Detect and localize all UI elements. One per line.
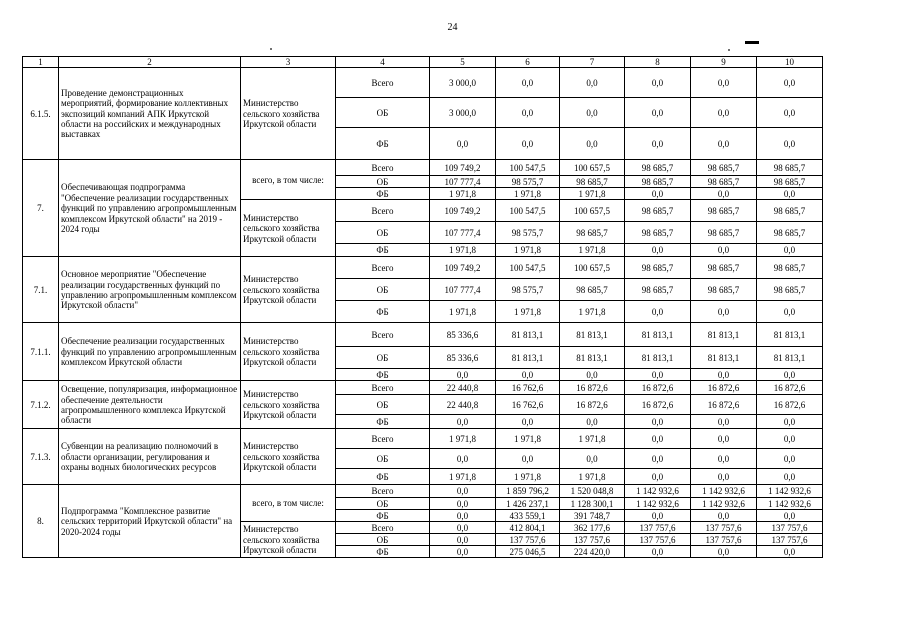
value-cell: 137 757,6 [496, 534, 560, 546]
table-row [23, 68, 823, 98]
value-cell: 362 177,6 [560, 522, 625, 534]
value-cell: 1 426 237,1 [496, 498, 560, 510]
value-cell: 1 971,8 [496, 429, 560, 449]
value-cell: 0,0 [560, 98, 625, 128]
funding-source: ОБ [336, 98, 430, 128]
value-cell: 0,0 [691, 68, 757, 98]
scan-dash-mark [745, 41, 759, 44]
value-cell: 0,0 [430, 128, 496, 160]
value-cell: 0,0 [496, 449, 560, 469]
value-cell: 0,0 [757, 369, 823, 381]
value-cell: 0,0 [625, 188, 691, 200]
value-cell: 98 685,7 [757, 200, 823, 222]
budget-table [22, 56, 823, 558]
funding-source: ОБ [336, 395, 430, 415]
executor: всего, в том числе: [241, 160, 336, 200]
value-cell: 412 804,1 [496, 522, 560, 534]
value-cell: 100 547,5 [496, 200, 560, 222]
funding-source: Всего [336, 257, 430, 279]
value-cell: 0,0 [430, 369, 496, 381]
row-code: 7.1.2. [23, 381, 59, 429]
value-cell: 0,0 [625, 68, 691, 98]
value-cell: 0,0 [625, 546, 691, 558]
executor: Министерство сельского хозяйства Иркутской области [241, 200, 336, 257]
value-cell: 1 971,8 [496, 469, 560, 485]
value-cell: 0,0 [430, 485, 496, 498]
funding-source: ФБ [336, 301, 430, 323]
value-cell: 0,0 [691, 449, 757, 469]
funding-source: ОБ [336, 279, 430, 301]
value-cell: 22 440,8 [430, 381, 496, 395]
value-cell: 0,0 [560, 415, 625, 429]
funding-source: Всего [336, 429, 430, 449]
value-cell: 0,0 [560, 68, 625, 98]
value-cell: 107 777,4 [430, 176, 496, 188]
executor: Министерство сельского хозяйства Иркутской области [241, 257, 336, 323]
funding-source: Всего [336, 323, 430, 347]
value-cell: 0,0 [560, 449, 625, 469]
column-header: 2 [59, 57, 241, 68]
value-cell: 107 777,4 [430, 279, 496, 301]
row-name: Обеспечивающая подпрограмма "Обеспечение реализации государственных функций по управлению агропромышленным комплексом Иркутской области" на 2019 - 2024 годы [59, 160, 241, 257]
value-cell: 98 685,7 [691, 279, 757, 301]
value-cell: 0,0 [625, 98, 691, 128]
value-cell: 81 813,1 [625, 347, 691, 369]
executor: Министерство сельского хозяйства Иркутской области [241, 381, 336, 429]
value-cell: 98 685,7 [625, 200, 691, 222]
value-cell: 1 971,8 [560, 429, 625, 449]
value-cell: 1 971,8 [430, 301, 496, 323]
value-cell: 100 547,5 [496, 257, 560, 279]
column-header: 3 [241, 57, 336, 68]
executor: всего, в том числе: [241, 485, 336, 522]
scan-dot [270, 48, 272, 50]
row-name: Обеспечение реализации государственных функций по управлению агропромышленным комплексом Иркутской области [59, 323, 241, 381]
value-cell: 98 685,7 [691, 222, 757, 244]
value-cell: 137 757,6 [625, 522, 691, 534]
value-cell: 1 142 932,6 [691, 498, 757, 510]
row-name: Субвенции на реализацию полномочий в области организации, регулирования и охраны водных биологических ресурсов [59, 429, 241, 485]
value-cell: 109 749,2 [430, 257, 496, 279]
value-cell: 16 872,6 [691, 381, 757, 395]
row-name: Проведение демонстрационных мероприятий, формирование коллективных экспозиций компаний АПК Иркутской области на российских и международных выставках [59, 68, 241, 160]
value-cell: 81 813,1 [691, 347, 757, 369]
value-cell: 0,0 [430, 510, 496, 522]
value-cell: 1 142 932,6 [625, 485, 691, 498]
value-cell: 0,0 [430, 534, 496, 546]
value-cell: 98 575,7 [496, 279, 560, 301]
value-cell: 85 336,6 [430, 323, 496, 347]
value-cell: 1 859 796,2 [496, 485, 560, 498]
value-cell: 0,0 [430, 415, 496, 429]
value-cell: 81 813,1 [691, 323, 757, 347]
funding-source: ОБ [336, 176, 430, 188]
row-code: 8. [23, 485, 59, 558]
value-cell: 0,0 [625, 301, 691, 323]
column-header: 10 [757, 57, 823, 68]
value-cell: 16 872,6 [757, 395, 823, 415]
executor: Министерство сельского хозяйства Иркутской области [241, 68, 336, 160]
executor: Министерство сельского хозяйства Иркутской области [241, 429, 336, 485]
value-cell: 16 872,6 [691, 395, 757, 415]
value-cell: 98 685,7 [625, 257, 691, 279]
funding-source: ФБ [336, 188, 430, 200]
value-cell: 98 685,7 [625, 222, 691, 244]
executor: Министерство сельского хозяйства Иркутской области [241, 522, 336, 558]
value-cell: 0,0 [496, 98, 560, 128]
value-cell: 98 685,7 [560, 279, 625, 301]
value-cell: 1 971,8 [430, 244, 496, 257]
value-cell: 0,0 [757, 68, 823, 98]
value-cell: 0,0 [757, 244, 823, 257]
column-header: 7 [560, 57, 625, 68]
table-row [23, 485, 823, 498]
value-cell: 22 440,8 [430, 395, 496, 415]
value-cell: 81 813,1 [560, 347, 625, 369]
value-cell: 0,0 [757, 415, 823, 429]
value-cell: 0,0 [691, 98, 757, 128]
row-code: 7.1. [23, 257, 59, 323]
value-cell: 1 971,8 [560, 469, 625, 485]
value-cell: 16 872,6 [625, 381, 691, 395]
row-code: 7.1.3. [23, 429, 59, 485]
value-cell: 0,0 [757, 469, 823, 485]
row-code: 7. [23, 160, 59, 257]
value-cell: 0,0 [496, 128, 560, 160]
value-cell: 0,0 [691, 510, 757, 522]
value-cell: 0,0 [430, 498, 496, 510]
row-name: Подпрограмма "Комплексное развитие сельских территорий Иркутской области" на 2020-2024 годы [59, 485, 241, 558]
value-cell: 98 685,7 [625, 279, 691, 301]
value-cell: 98 685,7 [560, 222, 625, 244]
value-cell: 1 971,8 [496, 188, 560, 200]
value-cell: 137 757,6 [757, 534, 823, 546]
value-cell: 0,0 [691, 546, 757, 558]
value-cell: 0,0 [496, 369, 560, 381]
row-code: 6.1.5. [23, 68, 59, 160]
value-cell: 1 971,8 [560, 244, 625, 257]
row-name: Освещение, популяризация, информационное обеспечение деятельности агропромышленного комплекса Иркутской области [59, 381, 241, 429]
value-cell: 433 559,1 [496, 510, 560, 522]
funding-source: ФБ [336, 244, 430, 257]
value-cell: 1 142 932,6 [757, 485, 823, 498]
value-cell: 98 685,7 [625, 160, 691, 176]
value-cell: 0,0 [691, 128, 757, 160]
value-cell: 81 813,1 [496, 323, 560, 347]
value-cell: 0,0 [691, 188, 757, 200]
table-row [23, 160, 823, 176]
funding-source: Всего [336, 522, 430, 534]
value-cell: 109 749,2 [430, 200, 496, 222]
value-cell: 16 762,6 [496, 395, 560, 415]
value-cell: 391 748,7 [560, 510, 625, 522]
value-cell: 81 813,1 [625, 323, 691, 347]
column-header: 1 [23, 57, 59, 68]
value-cell: 0,0 [625, 469, 691, 485]
value-cell: 1 520 048,8 [560, 485, 625, 498]
value-cell: 0,0 [691, 301, 757, 323]
value-cell: 1 128 300,1 [560, 498, 625, 510]
page-number: 24 [447, 22, 458, 33]
value-cell: 137 757,6 [560, 534, 625, 546]
column-header: 9 [691, 57, 757, 68]
value-cell: 0,0 [625, 128, 691, 160]
value-cell: 0,0 [625, 510, 691, 522]
value-cell: 0,0 [691, 429, 757, 449]
value-cell: 1 971,8 [496, 301, 560, 323]
value-cell: 137 757,6 [691, 534, 757, 546]
funding-source: Всего [336, 160, 430, 176]
value-cell: 109 749,2 [430, 160, 496, 176]
value-cell: 98 685,7 [625, 176, 691, 188]
column-header: 6 [496, 57, 560, 68]
value-cell: 81 813,1 [496, 347, 560, 369]
column-header: 5 [430, 57, 496, 68]
row-code: 7.1.1. [23, 323, 59, 381]
value-cell: 0,0 [625, 429, 691, 449]
value-cell: 137 757,6 [625, 534, 691, 546]
value-cell: 1 971,8 [496, 244, 560, 257]
value-cell: 0,0 [430, 522, 496, 534]
value-cell: 1 971,8 [430, 469, 496, 485]
funding-source: Всего [336, 68, 430, 98]
table-row [23, 257, 823, 279]
table-row [23, 381, 823, 395]
value-cell: 98 685,7 [691, 160, 757, 176]
value-cell: 1 142 932,6 [757, 498, 823, 510]
value-cell: 100 657,5 [560, 160, 625, 176]
value-cell: 98 685,7 [691, 176, 757, 188]
value-cell: 0,0 [560, 128, 625, 160]
scan-dot [728, 49, 730, 51]
funding-source: ОБ [336, 347, 430, 369]
value-cell: 0,0 [625, 369, 691, 381]
funding-source: ОБ [336, 534, 430, 546]
funding-source: ФБ [336, 369, 430, 381]
funding-source: Всего [336, 200, 430, 222]
value-cell: 0,0 [625, 449, 691, 469]
value-cell: 0,0 [496, 68, 560, 98]
value-cell: 98 575,7 [496, 222, 560, 244]
value-cell: 81 813,1 [757, 323, 823, 347]
value-cell: 0,0 [430, 546, 496, 558]
funding-source: Всего [336, 485, 430, 498]
executor: Министерство сельского хозяйства Иркутской области [241, 323, 336, 381]
value-cell: 98 685,7 [691, 200, 757, 222]
value-cell: 0,0 [757, 301, 823, 323]
funding-source: ОБ [336, 498, 430, 510]
value-cell: 98 685,7 [757, 222, 823, 244]
funding-source: ОБ [336, 222, 430, 244]
value-cell: 16 872,6 [757, 381, 823, 395]
value-cell: 0,0 [757, 546, 823, 558]
value-cell: 16 872,6 [560, 395, 625, 415]
value-cell: 0,0 [691, 369, 757, 381]
value-cell: 98 685,7 [560, 176, 625, 188]
value-cell: 81 813,1 [560, 323, 625, 347]
value-cell: 100 547,5 [496, 160, 560, 176]
value-cell: 16 872,6 [560, 381, 625, 395]
value-cell: 98 685,7 [757, 160, 823, 176]
value-cell: 0,0 [691, 415, 757, 429]
funding-source: ФБ [336, 128, 430, 160]
value-cell: 100 657,5 [560, 257, 625, 279]
value-cell: 81 813,1 [757, 347, 823, 369]
value-cell: 16 872,6 [625, 395, 691, 415]
value-cell: 1 971,8 [430, 188, 496, 200]
funding-source: ФБ [336, 469, 430, 485]
value-cell: 1 971,8 [560, 301, 625, 323]
value-cell: 98 685,7 [757, 279, 823, 301]
funding-source: ОБ [336, 449, 430, 469]
value-cell: 3 000,0 [430, 68, 496, 98]
value-cell: 0,0 [625, 244, 691, 257]
value-cell: 1 971,8 [560, 188, 625, 200]
value-cell: 0,0 [757, 128, 823, 160]
value-cell: 1 142 932,6 [691, 485, 757, 498]
value-cell: 0,0 [430, 449, 496, 469]
value-cell: 98 685,7 [757, 257, 823, 279]
value-cell: 0,0 [496, 415, 560, 429]
value-cell: 98 685,7 [691, 257, 757, 279]
value-cell: 137 757,6 [691, 522, 757, 534]
funding-source: ФБ [336, 546, 430, 558]
value-cell: 0,0 [757, 510, 823, 522]
value-cell: 0,0 [691, 469, 757, 485]
value-cell: 100 657,5 [560, 200, 625, 222]
value-cell: 275 046,5 [496, 546, 560, 558]
value-cell: 85 336,6 [430, 347, 496, 369]
value-cell: 0,0 [560, 369, 625, 381]
value-cell: 16 762,6 [496, 381, 560, 395]
value-cell: 0,0 [691, 244, 757, 257]
value-cell: 1 971,8 [430, 429, 496, 449]
table-row [23, 429, 823, 449]
column-header: 4 [336, 57, 430, 68]
value-cell: 3 000,0 [430, 98, 496, 128]
value-cell: 0,0 [757, 449, 823, 469]
header-row [23, 57, 823, 68]
value-cell: 0,0 [757, 188, 823, 200]
row-name: Основное мероприятие "Обеспечение реализации государственных функций по управлению агропромышленным комплексом Иркутской области" [59, 257, 241, 323]
funding-source: Всего [336, 381, 430, 395]
value-cell: 0,0 [757, 98, 823, 128]
value-cell: 98 685,7 [757, 176, 823, 188]
value-cell: 98 575,7 [496, 176, 560, 188]
funding-source: ФБ [336, 510, 430, 522]
table-row [23, 323, 823, 347]
value-cell: 1 142 932,6 [625, 498, 691, 510]
value-cell: 107 777,4 [430, 222, 496, 244]
value-cell: 0,0 [757, 429, 823, 449]
column-header: 8 [625, 57, 691, 68]
funding-source: ФБ [336, 415, 430, 429]
value-cell: 224 420,0 [560, 546, 625, 558]
value-cell: 137 757,6 [757, 522, 823, 534]
value-cell: 0,0 [625, 415, 691, 429]
